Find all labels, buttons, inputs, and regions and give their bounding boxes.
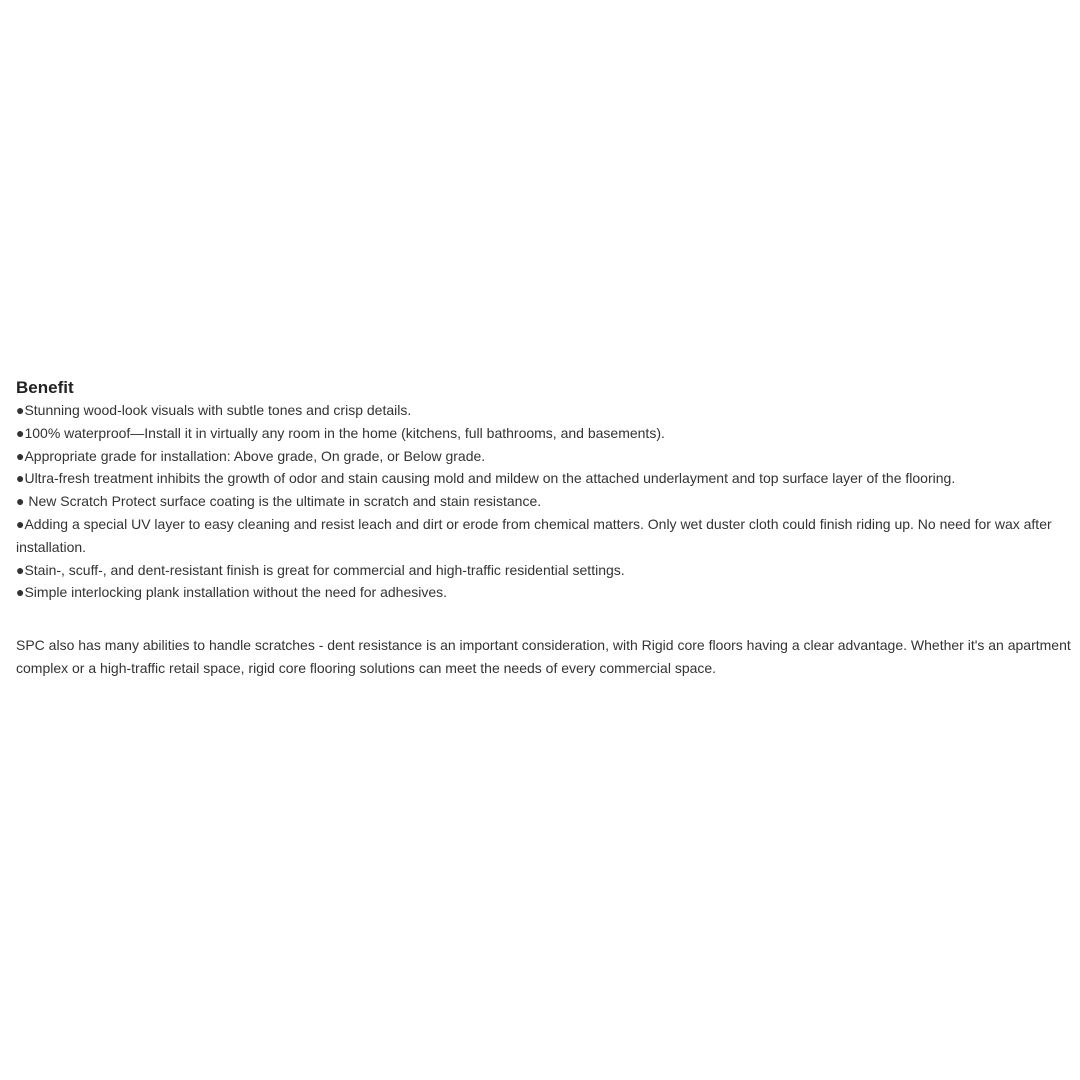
benefit-item: ●Simple interlocking plank installation without the need for adhesives. xyxy=(16,584,448,601)
section-heading: Benefit xyxy=(16,378,74,397)
benefit-item: ● New Scratch Protect surface coating is the ultimate in scratch and stain resistance. xyxy=(16,493,542,510)
summary-paragraph: SPC also has many abilities to handle scratches - dent resistance is an important consideration, with Rigid core floors having a clear advantage. Whether it's an apartment complex or a high-traffic retail space, rigid core flooring solutions can meet the needs of every commercial space. xyxy=(16,637,1071,676)
benefit-item: ●Stain-, scuff-, and dent-resistant finish is great for commercial and high-traffic residential settings. xyxy=(16,561,625,578)
benefit-item: ●Stunning wood-look visuals with subtle tones and crisp details. xyxy=(16,402,412,418)
benefit-item: ●Ultra-fresh treatment inhibits the growth of odor and stain causing mold and mildew on the attached underlayment and top surface layer of the flooring. xyxy=(16,470,956,487)
benefit-item: ●100% waterproof—Install it in virtually any room in the home (kitchens, full bathrooms, and basements). xyxy=(16,424,665,441)
benefit-item: ●Appropriate grade for installation: Above grade, On grade, or Below grade. xyxy=(16,447,486,464)
benefit-item: ●Adding a special UV layer to easy cleaning and resist leach and dirt or erode from chemical matters. Only wet duster cloth could finish riding up. No need for wax after installation. xyxy=(16,515,1052,555)
benefit-section xyxy=(16,377,1078,680)
benefit-list xyxy=(16,399,1078,604)
